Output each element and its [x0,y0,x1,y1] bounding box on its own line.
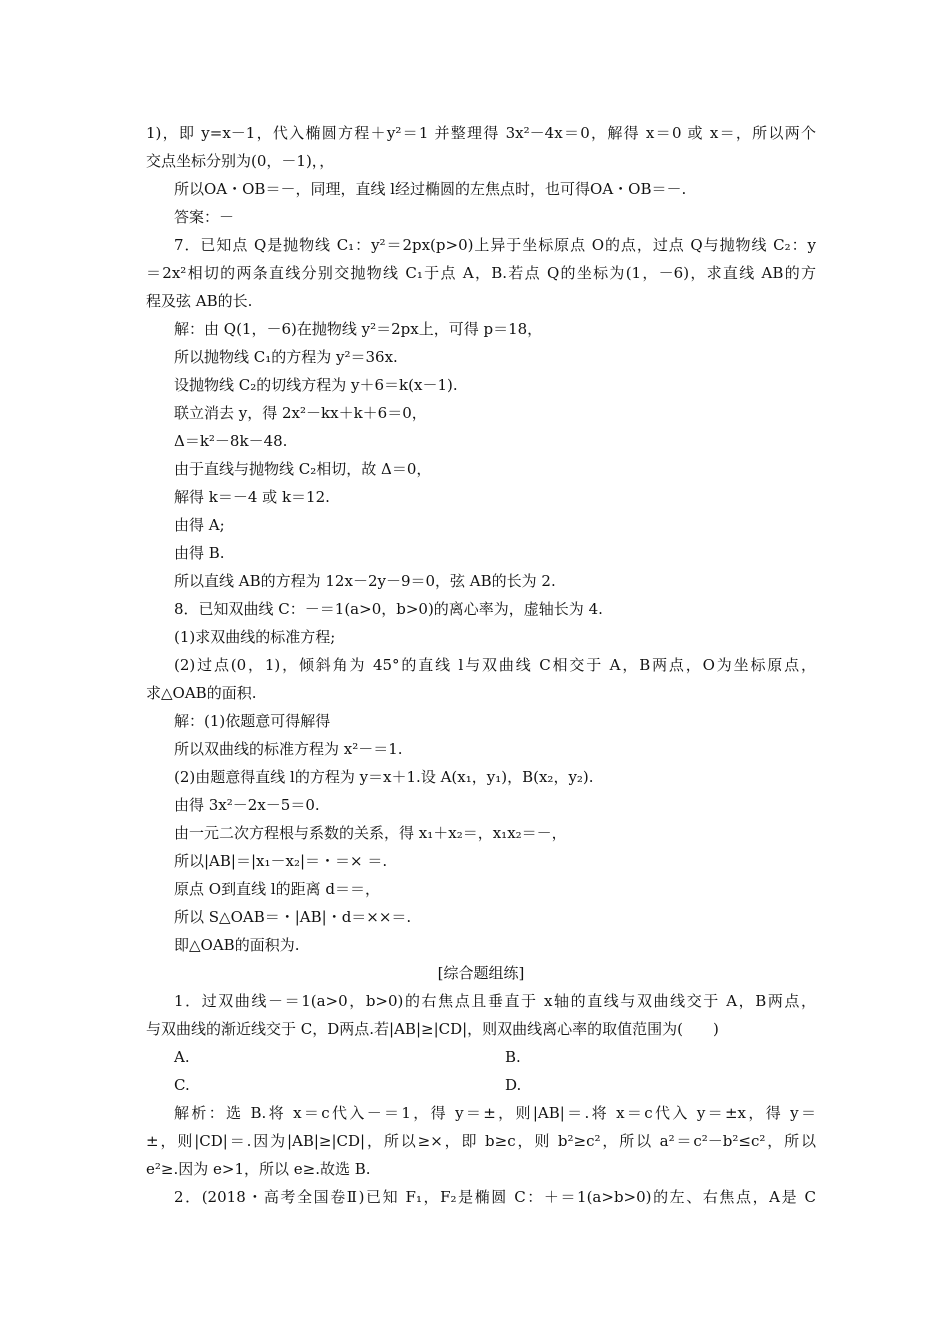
text-line: (1)求双曲线的标准方程; [174,628,336,646]
text-line: 答案：－ [174,208,235,226]
text-line: 由得 A; [174,516,225,534]
text-line: 解得 k＝－4 或 k＝12. [174,488,330,506]
text-line: 设抛物线 C₂的切线方程为 y＋6＝k(x－1). [174,376,458,394]
text-line: 由得 B. [174,544,225,562]
option-a: A. [174,1048,190,1066]
text-line: 由于直线与抛物线 C₂相切，故 Δ＝0， [174,460,432,478]
option-d: D. [505,1076,522,1094]
text-line: 所以|AB|＝|x₁－x₂|＝・＝× ＝. [174,852,388,870]
text-line: Δ＝k²－8k－48. [174,432,288,450]
text-line: 求△OAB的面积. [146,684,257,702]
text-line: 联立消去 y，得 2x²－kx＋k＋6＝0， [174,404,427,422]
text-line: 即△OAB的面积为. [174,936,300,954]
text-line: e²≥.因为 e>1，所以 e≥.故选 B. [146,1160,371,1178]
text-line: 程及弦 AB的长. [146,292,253,310]
text-line: 由得 3x²－2x－5＝0. [174,796,320,814]
text-line: 所以双曲线的标准方程为 x²－＝1. [174,740,403,758]
text-line: 由一元二次方程根与系数的关系，得 x₁＋x₂＝，x₁x₂＝－， [174,824,567,842]
text-line: 1)，即 y=x－1，代入椭圆方程＋y²＝1 并整理得 3x²－4x＝0，解得 x＝0 或 x＝，所以两个 [146,124,816,142]
section-heading: [综合题组练] [437,964,525,982]
text-line: 与双曲线的渐近线交于 C，D两点.若|AB|≥|CD|，则双曲线离心率的取值范围为( ) [146,1020,719,1038]
text-line: 所以抛物线 C₁的方程为 y²＝36x. [174,348,398,366]
text-line: (2)由题意得直线 l的方程为 y＝x＋1.设 A(x₁，y₁)，B(x₂，y₂). [174,768,594,786]
text-line: ±，则|CD|＝.因为|AB|≥|CD|，所以≥×，即 b≥c，则 b²≥c²，所以 a²＝c²－b²≤c²，所以 [146,1132,816,1150]
text-line: 解：(1)依题意可得解得 [174,712,331,730]
text-line: 解：由 Q(1，－6)在抛物线 y²＝2px上，可得 p＝18， [174,320,543,338]
option-c: C. [174,1076,190,1094]
text-line: 2．(2018・高考全国卷Ⅱ)已知 F₁，F₂是椭圆 C：＋＝1(a>b>0)的左、右焦点，A是 C [174,1188,816,1206]
option-b: B. [505,1048,521,1066]
text-line: 所以直线 AB的方程为 12x－2y－9＝0，弦 AB的长为 2. [174,572,556,590]
text-line: 交点坐标分别为(0，－1)，， [146,152,335,170]
text-line: 7．已知点 Q是抛物线 C₁：y²＝2px(p>0)上异于坐标原点 O的点，过点 Q与抛物线 C₂：y [174,236,816,254]
text-line: 解析：选 B.将 x＝c代入－＝1，得 y＝±，则|AB|＝.将 x＝c代入 y＝±x，得 y＝ [174,1104,816,1122]
text-line: 8．已知双曲线 C：－＝1(a>0，b>0)的离心率为，虚轴长为 4. [174,600,603,618]
text-line: 所以 S△OAB＝・|AB|・d＝××＝. [174,908,412,926]
text-line: 原点 O到直线 l的距离 d＝＝， [174,880,381,898]
text-line: ＝2x²相切的两条直线分别交抛物线 C₁于点 A，B.若点 Q的坐标为(1，－6)，求直线 AB的方 [146,264,816,282]
text-line: 1．过双曲线－＝1(a>0，b>0)的右焦点且垂直于 x轴的直线与双曲线交于 A，B两点， [174,992,816,1010]
text-line: (2)过点(0，1)，倾斜角为 45°的直线 l与双曲线 C相交于 A，B两点，O为坐标原点， [174,656,816,674]
text-line: 所以OA・OB＝－，同理，直线 l经过椭圆的左焦点时，也可得OA・OB＝－. [174,180,687,198]
